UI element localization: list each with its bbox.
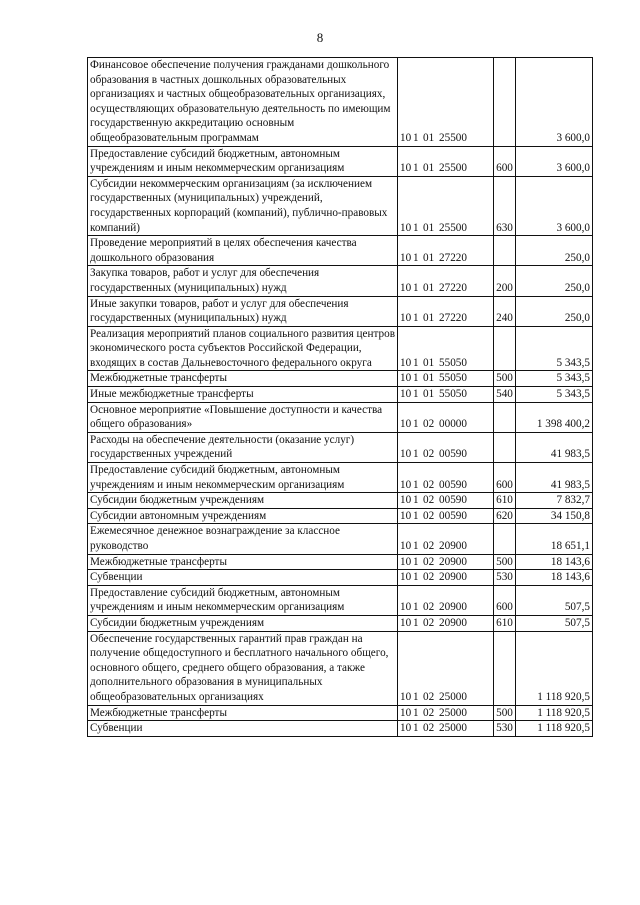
amount: 3 600,0 [516, 146, 593, 176]
classification-code [398, 554, 494, 570]
code-section: 10 [400, 131, 412, 144]
expense-type [494, 432, 516, 462]
code-section: 10 [400, 722, 412, 735]
code-program: 1 [413, 722, 419, 735]
classification-code [398, 585, 494, 615]
code-subprogram: 02 [423, 509, 435, 522]
classification-code [398, 387, 494, 403]
expense-type: 240 [494, 296, 516, 326]
amount: 41 983,5 [516, 432, 593, 462]
code-subprogram: 01 [423, 388, 435, 401]
code-subprogram: 02 [423, 616, 435, 629]
code-program: 1 [413, 690, 419, 703]
amount: 18 143,6 [516, 554, 593, 570]
item-name: Иные закупки товаров, работ и услуг для обеспечения государственных (муниципальных) нужд [88, 296, 398, 326]
amount: 3 600,0 [516, 176, 593, 235]
classification-code [398, 326, 494, 371]
classification-code [398, 524, 494, 554]
code-subprogram: 02 [423, 706, 435, 719]
code-section: 10 [400, 162, 412, 175]
code-subprogram: 02 [423, 540, 435, 552]
code-program: 1 [413, 571, 419, 584]
code-section: 10 [400, 494, 412, 507]
code-program: 1 [413, 281, 419, 294]
classification-code [398, 296, 494, 326]
code-direction: 20900 [439, 601, 467, 614]
code-program: 1 [413, 601, 419, 614]
code-direction: 25000 [439, 722, 467, 735]
expense-type: 530 [494, 570, 516, 586]
table-row [88, 615, 593, 631]
expense-type [494, 236, 516, 266]
classification-code [398, 508, 494, 524]
code-section: 10 [400, 221, 412, 234]
code-section: 10 [400, 706, 412, 719]
classification-code [398, 371, 494, 387]
item-name: Предоставление субсидий бюджетным, автономным учреждениям и иным некоммерческим организациям [88, 146, 398, 176]
table-row [88, 371, 593, 387]
code-direction: 25000 [439, 690, 467, 703]
code-subprogram: 01 [423, 131, 435, 144]
code-direction: 25500 [439, 221, 467, 234]
code-program: 1 [413, 509, 419, 522]
amount: 7 832,7 [516, 493, 593, 509]
table-row [88, 146, 593, 176]
amount: 18 651,1 [516, 524, 593, 554]
code-subprogram: 01 [423, 162, 435, 175]
item-name: Основное мероприятие «Повышение доступности и качества общего образования» [88, 402, 398, 432]
expense-type: 600 [494, 463, 516, 493]
item-name: Реализация мероприятий планов социального развития центров экономического роста субъектов Российской Федерации, входящих в состав Дальневосточного федерального округа [88, 326, 398, 371]
expense-type: 530 [494, 721, 516, 737]
amount: 18 143,6 [516, 570, 593, 586]
item-name: Субвенции [88, 570, 398, 586]
amount: 250,0 [516, 266, 593, 296]
expense-type: 610 [494, 615, 516, 631]
amount: 34 150,8 [516, 508, 593, 524]
code-program: 1 [413, 312, 419, 325]
budget-table-body [88, 58, 593, 737]
table-row [88, 236, 593, 266]
table-row [88, 508, 593, 524]
amount: 1 118 920,5 [516, 631, 593, 705]
expense-type: 600 [494, 146, 516, 176]
code-section: 10 [400, 281, 412, 294]
classification-code [398, 236, 494, 266]
code-direction: 55050 [439, 388, 467, 401]
table-row [88, 387, 593, 403]
code-subprogram: 01 [423, 372, 435, 385]
code-program: 1 [413, 418, 419, 431]
code-subprogram: 01 [423, 356, 435, 369]
code-section: 10 [400, 509, 412, 522]
code-direction: 27220 [439, 281, 467, 294]
code-direction: 27220 [439, 251, 467, 264]
expense-type: 600 [494, 585, 516, 615]
amount: 1 118 920,5 [516, 705, 593, 721]
code-section: 10 [400, 478, 412, 491]
code-subprogram: 02 [423, 418, 435, 431]
code-section: 10 [400, 571, 412, 584]
code-section: 10 [400, 418, 412, 431]
table-row [88, 58, 593, 147]
code-direction: 00590 [439, 494, 467, 507]
table-row [88, 266, 593, 296]
code-section: 10 [400, 690, 412, 703]
code-subprogram: 02 [423, 601, 435, 614]
code-direction: 25500 [439, 162, 467, 175]
code-subprogram: 01 [423, 281, 435, 294]
expense-type: 500 [494, 371, 516, 387]
table-row [88, 432, 593, 462]
table-row [88, 570, 593, 586]
classification-code [398, 266, 494, 296]
expense-type: 540 [494, 387, 516, 403]
expense-type [494, 402, 516, 432]
expense-type [494, 326, 516, 371]
code-section: 10 [400, 616, 412, 629]
expense-type [494, 524, 516, 554]
table-row [88, 631, 593, 705]
code-program: 1 [413, 540, 419, 552]
item-name: Закупка товаров, работ и услуг для обеспечения государственных (муниципальных) нужд [88, 266, 398, 296]
classification-code [398, 463, 494, 493]
code-program: 1 [413, 555, 419, 568]
code-subprogram: 02 [423, 448, 435, 461]
expense-type: 200 [494, 266, 516, 296]
code-subprogram: 02 [423, 494, 435, 507]
item-name: Субсидии автономным учреждениям [88, 508, 398, 524]
code-section: 10 [400, 540, 412, 552]
item-name: Межбюджетные трансферты [88, 371, 398, 387]
amount: 41 983,5 [516, 463, 593, 493]
expense-type: 630 [494, 176, 516, 235]
code-subprogram: 01 [423, 251, 435, 264]
expense-type: 500 [494, 705, 516, 721]
expense-type [494, 58, 516, 147]
code-program: 1 [413, 356, 419, 369]
amount: 1 118 920,5 [516, 721, 593, 737]
classification-code [398, 402, 494, 432]
code-subprogram: 01 [423, 221, 435, 234]
code-section: 10 [400, 555, 412, 568]
code-program: 1 [413, 372, 419, 385]
code-section: 10 [400, 312, 412, 325]
code-section: 10 [400, 601, 412, 614]
expense-type [494, 631, 516, 705]
classification-code [398, 705, 494, 721]
item-name: Межбюджетные трансферты [88, 554, 398, 570]
table-row [88, 296, 593, 326]
table-row [88, 402, 593, 432]
amount: 250,0 [516, 296, 593, 326]
table-row [88, 524, 593, 554]
item-name: Проведение мероприятий в целях обеспечения качества дошкольного образования [88, 236, 398, 266]
item-name: Субсидии некоммерческим организациям (за исключением государственных (муниципальных) учреждений, государственных корпораций (компаний), публично-правовых компаний) [88, 176, 398, 235]
code-subprogram: 02 [423, 690, 435, 703]
amount: 250,0 [516, 236, 593, 266]
item-name: Субвенции [88, 721, 398, 737]
code-direction: 00590 [439, 448, 467, 461]
item-name: Субсидии бюджетным учреждениям [88, 493, 398, 509]
code-direction: 27220 [439, 312, 467, 325]
code-direction: 00590 [439, 509, 467, 522]
code-program: 1 [413, 221, 419, 234]
classification-code [398, 631, 494, 705]
code-direction: 20900 [439, 540, 467, 552]
amount: 1 398 400,2 [516, 402, 593, 432]
item-name: Расходы на обеспечение деятельности (оказание услуг) государственных учреждений [88, 432, 398, 462]
classification-code [398, 146, 494, 176]
classification-code [398, 176, 494, 235]
item-name: Субсидии бюджетным учреждениям [88, 615, 398, 631]
code-subprogram: 02 [423, 555, 435, 568]
code-program: 1 [413, 251, 419, 264]
code-direction: 20900 [439, 555, 467, 568]
code-program: 1 [413, 131, 419, 144]
code-subprogram: 02 [423, 571, 435, 584]
item-name: Иные межбюджетные трансферты [88, 387, 398, 403]
classification-code [398, 721, 494, 737]
code-direction: 55050 [439, 356, 467, 369]
amount: 3 600,0 [516, 58, 593, 147]
code-section: 10 [400, 448, 412, 461]
code-program: 1 [413, 162, 419, 175]
code-program: 1 [413, 388, 419, 401]
code-subprogram: 01 [423, 312, 435, 325]
code-direction: 00590 [439, 478, 467, 491]
amount: 5 343,5 [516, 326, 593, 371]
amount: 5 343,5 [516, 387, 593, 403]
classification-code [398, 432, 494, 462]
code-direction: 25000 [439, 706, 467, 719]
classification-code [398, 570, 494, 586]
item-name: Предоставление субсидий бюджетным, автономным учреждениям и иным некоммерческим организациям [88, 585, 398, 615]
page-number: 8 [316, 30, 324, 45]
item-name: Ежемесячное денежное вознаграждение за классное руководство [88, 524, 398, 554]
code-direction: 00000 [439, 418, 467, 431]
amount: 507,5 [516, 585, 593, 615]
code-direction: 25500 [439, 131, 467, 144]
table-row [88, 721, 593, 737]
table-row [88, 493, 593, 509]
code-program: 1 [413, 478, 419, 491]
table-row [88, 554, 593, 570]
expense-type: 500 [494, 554, 516, 570]
table-row [88, 176, 593, 235]
code-program: 1 [413, 706, 419, 719]
item-name: Финансовое обеспечение получения гражданами дошкольного образования в частных дошкольных образовательных организациях и частных общеобразовательных организациях, осуществляющих образовательную деятельность по имеющим государственную аккредитацию основным общеобразовательным программам [88, 58, 398, 147]
amount: 5 343,5 [516, 371, 593, 387]
code-program: 1 [413, 616, 419, 629]
code-subprogram: 02 [423, 722, 435, 735]
code-direction: 55050 [439, 372, 467, 385]
expense-type: 620 [494, 508, 516, 524]
classification-code [398, 58, 494, 147]
classification-code [398, 493, 494, 509]
item-name: Обеспечение государственных гарантий прав граждан на получение общедоступного и бесплатного начального общего, основного общего, среднего общего образования, а также дополнительного образования в муниципальных общеобразовательных организациях [88, 631, 398, 705]
table-row [88, 463, 593, 493]
code-section: 10 [400, 251, 412, 264]
table-row [88, 585, 593, 615]
code-section: 10 [400, 388, 412, 401]
code-section: 10 [400, 356, 412, 369]
code-section: 10 [400, 372, 412, 385]
item-name: Межбюджетные трансферты [88, 705, 398, 721]
budget-table [87, 57, 593, 737]
code-program: 1 [413, 448, 419, 461]
code-program: 1 [413, 494, 419, 507]
code-direction: 20900 [439, 571, 467, 584]
code-direction: 20900 [439, 616, 467, 629]
classification-code [398, 615, 494, 631]
table-row [88, 326, 593, 371]
expense-type: 610 [494, 493, 516, 509]
code-subprogram: 02 [423, 478, 435, 491]
table-row [88, 705, 593, 721]
item-name: Предоставление субсидий бюджетным, автономным учреждениям и иным некоммерческим организациям [88, 463, 398, 493]
amount: 507,5 [516, 615, 593, 631]
